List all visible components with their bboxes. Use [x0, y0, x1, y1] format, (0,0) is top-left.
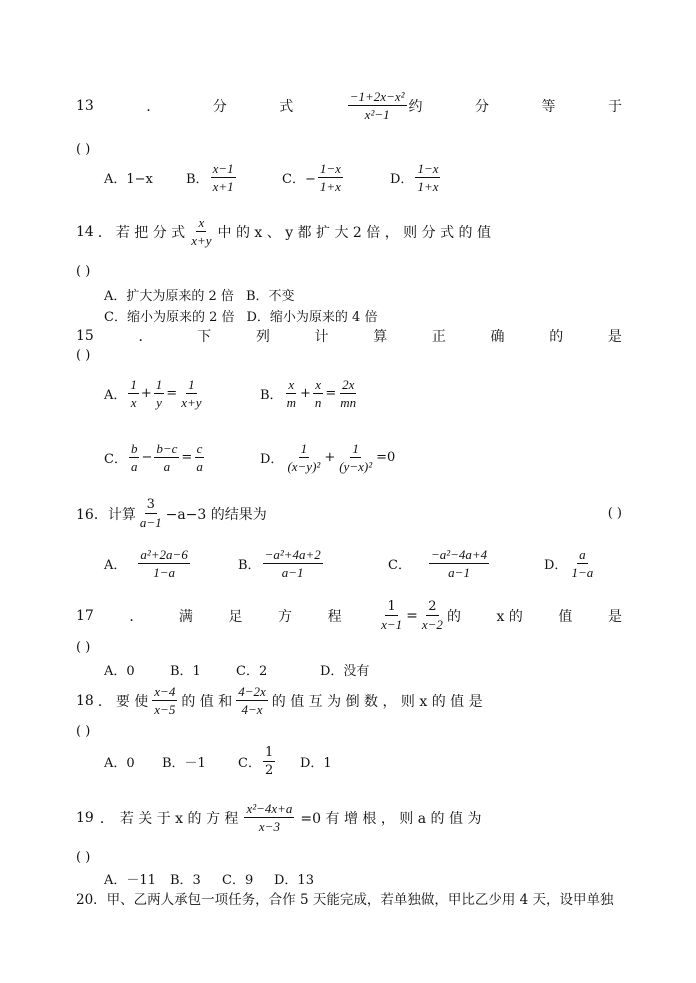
option-label: B．: [186, 172, 209, 187]
q17-line: [76, 598, 622, 633]
q19-line: [76, 800, 622, 835]
q13-fraction: [348, 88, 407, 123]
q18-text: 的 值 互 为 倒 数 ， 则 x 的 值 是: [271, 693, 483, 710]
q19-option-b: B．3: [170, 873, 201, 888]
option-label: A．: [104, 388, 127, 403]
q15-word: 确: [490, 329, 505, 345]
fraction-numerator: 1: [155, 377, 163, 392]
q17-word: 足: [228, 608, 243, 625]
fraction-denominator: 1−a: [571, 565, 594, 580]
fraction: [313, 376, 324, 411]
q14-options-row2: [104, 306, 377, 325]
fraction-denominator: m: [286, 395, 296, 410]
q17-option-a: A．0: [104, 664, 135, 679]
fraction-denominator: 2: [264, 763, 274, 778]
q16-option-d: [544, 546, 597, 581]
q18-number: 18: [76, 692, 94, 709]
q15-options-row2: [104, 440, 395, 475]
fraction-denominator: mn: [340, 395, 357, 410]
operator: =: [181, 450, 193, 465]
fraction: [128, 376, 139, 411]
q15-word: 算: [373, 329, 388, 345]
fraction-denominator: 1+x: [417, 179, 439, 194]
fraction: [152, 683, 177, 718]
fraction-numerator: −a²−4a+4: [430, 547, 488, 562]
q18-line: [76, 683, 622, 718]
q14-option-a: A．扩大为原来的 2 倍: [104, 289, 234, 304]
fraction-numerator: −1+2x−x²: [349, 89, 405, 104]
fraction-numerator: 1: [264, 745, 274, 760]
fraction-denominator: x: [130, 395, 137, 410]
q14-option-b: B．不变: [245, 289, 295, 304]
q14-text: 中 的 x 、 y 都 扩 大 2 倍 ， 则 分 式 的 值: [217, 224, 491, 241]
q19-fraction: [244, 800, 294, 835]
q18-option-a: A．0: [104, 756, 135, 771]
q16-fraction: [138, 496, 164, 531]
q15-dot: ．: [138, 329, 153, 345]
fraction-denominator: x−3: [258, 819, 280, 834]
fraction-numerator: 1−x: [417, 161, 439, 176]
fraction-numerator: x: [288, 377, 295, 392]
fraction-denominator: (y−x)²: [339, 459, 373, 474]
q15-answer-paren: ( ): [76, 348, 91, 363]
fraction-denominator: x−2: [421, 617, 443, 632]
fraction: [179, 376, 203, 411]
fraction-numerator: c: [196, 441, 203, 456]
q18-option-d: D．1: [300, 756, 332, 771]
q18-options: [104, 744, 332, 779]
q20-line: 20．甲、乙两人承包一项任务，合作 5 天能完成，若单独做，甲比乙少用 4 天，设甲单独: [76, 892, 614, 908]
q14-option-d: D．缩小为原来的 4 倍: [246, 310, 378, 325]
q15-number: 15: [76, 328, 94, 344]
q13-option-c: [282, 160, 390, 195]
q17-answer-paren: ( ): [76, 640, 91, 655]
q16-option-c: [388, 546, 544, 581]
fraction-denominator: 1+x: [319, 179, 341, 194]
option-label: D．: [260, 452, 284, 467]
q18-answer-paren: ( ): [76, 724, 91, 739]
q13-word: 式: [279, 98, 294, 115]
q14-fraction: [189, 214, 213, 249]
option-label: B．: [238, 558, 261, 573]
fraction: [420, 598, 445, 633]
q15-word: 的: [549, 329, 564, 345]
fraction: [154, 376, 165, 411]
fraction: [263, 744, 275, 779]
fraction: [194, 440, 205, 475]
q13-line: [76, 88, 622, 123]
q17-word: 程: [327, 608, 342, 625]
fraction-numerator: b: [130, 441, 138, 456]
q17-number: 17: [76, 607, 94, 624]
fraction-numerator: 1−x: [319, 161, 341, 176]
q15-option-b: [260, 376, 360, 411]
q13-number: 13: [76, 97, 94, 114]
q16-answer-paren: ( ): [607, 506, 622, 521]
fraction-numerator: x−4: [154, 684, 176, 699]
fraction: [379, 598, 404, 633]
fraction-denominator: x+y: [191, 233, 212, 248]
option-label: C．: [238, 756, 261, 771]
fraction-numerator: 2: [428, 599, 437, 614]
fraction-numerator: 1: [387, 599, 396, 614]
q14-option-c: C．缩小为原来的 2 倍: [104, 310, 235, 325]
q19-text: 若 关 于 x 的 方 程: [119, 810, 239, 827]
operator: −: [141, 450, 153, 465]
q13-fraction-group: [346, 88, 423, 123]
operator: =: [166, 386, 178, 401]
fraction: [318, 160, 343, 195]
fraction: [138, 546, 189, 581]
q15-options-row1: [104, 376, 360, 411]
q17-option-c: C．2: [236, 664, 268, 679]
q13-word: 分: [475, 98, 490, 115]
q15-word: 是: [607, 329, 622, 345]
q18-option-b: B．－1: [162, 756, 206, 771]
fraction-denominator: n: [314, 395, 322, 410]
q16-option-a: [104, 546, 238, 581]
q18-dot: ．: [97, 693, 112, 710]
q18-text: 要 使: [115, 693, 149, 710]
q14-number: 14: [76, 223, 94, 240]
fraction-denominator: x−1: [381, 617, 403, 632]
q15-option-a: [104, 376, 260, 411]
q13-word: 约: [408, 98, 423, 115]
q17-options: [104, 660, 369, 679]
fraction-numerator: x: [198, 215, 205, 230]
q14-text: 若 把 分 式: [115, 224, 186, 241]
fraction: [429, 546, 489, 581]
fraction-numerator: 1: [188, 377, 195, 392]
q15-word: 列: [255, 329, 270, 345]
q15-option-d: [260, 440, 395, 475]
fraction-numerator: x: [315, 377, 321, 392]
fraction-numerator: a: [579, 547, 586, 562]
fraction-numerator: a²+2a−6: [140, 547, 188, 562]
q17-dot: ．: [129, 608, 144, 625]
fraction: [285, 440, 322, 475]
q16-option-b: [238, 546, 388, 581]
operator: +: [140, 386, 152, 401]
fraction-numerator: −a²+4a+2: [264, 547, 321, 562]
q13-dot: ．: [146, 98, 161, 115]
q17-equation: [377, 598, 461, 633]
option-label: A．: [104, 558, 127, 573]
fraction: [569, 546, 595, 581]
q19-dot: ．: [99, 810, 114, 827]
fraction-numerator: x²−4x+a: [246, 801, 293, 816]
q14-options-row1: [104, 285, 295, 304]
option-label: C．: [104, 452, 127, 467]
fraction: [415, 160, 440, 195]
fraction: [337, 440, 374, 475]
fraction-denominator: a: [163, 459, 171, 474]
fraction-denominator: a: [196, 459, 203, 474]
fraction-denominator: x²−1: [364, 107, 390, 122]
q15-option-c: [104, 440, 260, 475]
fraction-denominator: x+y: [181, 395, 202, 410]
fraction-numerator: b−c: [156, 441, 178, 456]
q17-word: 值: [558, 608, 573, 625]
q13-option-a: [104, 168, 186, 187]
q14-line: [76, 214, 622, 249]
q17-option-b: B．1: [170, 664, 201, 679]
q13-word: 等: [541, 98, 556, 115]
fraction-denominator: x+1: [212, 179, 234, 194]
q14-dot: ．: [97, 224, 112, 241]
fraction-denominator: a−1: [139, 515, 162, 530]
fraction-denominator: (x−y)²: [287, 459, 321, 474]
fraction: [129, 440, 140, 475]
q14-answer-paren: ( ): [76, 264, 91, 279]
operator: +: [299, 386, 311, 401]
q13-word: 分: [212, 98, 227, 115]
q13-option-d: [390, 160, 442, 195]
q17-word: x 的: [496, 608, 523, 625]
option-label: D．: [390, 172, 414, 187]
q13-answer-paren: ( ): [76, 142, 91, 157]
q17-word: 是: [607, 608, 622, 625]
fraction: [154, 440, 179, 475]
q19-option-d: D．13: [274, 873, 314, 888]
fraction-denominator: 1−a: [153, 565, 175, 580]
q16-line: [76, 496, 622, 531]
fraction: [211, 160, 236, 195]
q19-text: =0 有 增 根 ， 则 a 的 值 为: [300, 810, 482, 827]
operator: =: [325, 386, 337, 401]
q17-word: 满: [178, 608, 193, 625]
q15-line: [76, 326, 622, 346]
fraction: [263, 546, 323, 581]
fraction-numerator: 4−2x: [238, 684, 266, 699]
option-label: C．: [388, 558, 411, 573]
option-text: A．1−x: [104, 172, 153, 187]
fraction-denominator: 4−x: [241, 702, 263, 717]
q19-number: 19: [76, 809, 94, 826]
fraction-numerator: 1: [300, 441, 308, 456]
fraction-numerator: x−1: [212, 161, 234, 176]
q16-options: [104, 546, 597, 581]
q18-text: 的 值 和: [181, 693, 233, 710]
q15-word: 正: [431, 329, 446, 345]
q19-answer-paren: ( ): [76, 850, 91, 865]
equation-tail: =0: [376, 450, 396, 465]
fraction-denominator: a−1: [448, 565, 470, 580]
q17-word: 方: [278, 608, 293, 625]
q13-word: 于: [607, 98, 622, 115]
operator: +: [324, 450, 336, 465]
fraction-numerator: 3: [146, 497, 155, 512]
fraction-denominator: y: [156, 395, 162, 410]
operator: =: [406, 607, 418, 624]
fraction: [338, 376, 358, 411]
q17-word: 的: [446, 608, 461, 625]
fraction-denominator: a: [130, 459, 138, 474]
q16-text: 16．计算: [76, 506, 136, 523]
fraction-numerator: 1: [352, 441, 359, 456]
fraction-denominator: x−5: [154, 702, 176, 717]
q15-word: 下: [197, 329, 212, 345]
q13-options: [104, 160, 442, 195]
fraction: [285, 376, 298, 411]
fraction-numerator: 1: [130, 377, 137, 392]
option-label: B．: [260, 388, 283, 403]
q15-word: 计: [314, 329, 329, 345]
q19-options: [104, 869, 314, 888]
q18-option-c: [238, 744, 300, 779]
q13-option-b: [186, 160, 282, 195]
q19-option-c: C．9: [222, 873, 254, 888]
fraction-denominator: a−1: [281, 565, 304, 580]
fraction: [236, 683, 268, 718]
option-label: C．−: [282, 172, 316, 187]
q17-option-d: D．没有: [320, 664, 370, 679]
option-label: D．: [544, 558, 568, 573]
q16-text: −a−3 的结果为: [165, 506, 267, 523]
fraction-numerator: 2x: [342, 377, 355, 392]
q19-option-a: A．－11: [104, 873, 156, 888]
